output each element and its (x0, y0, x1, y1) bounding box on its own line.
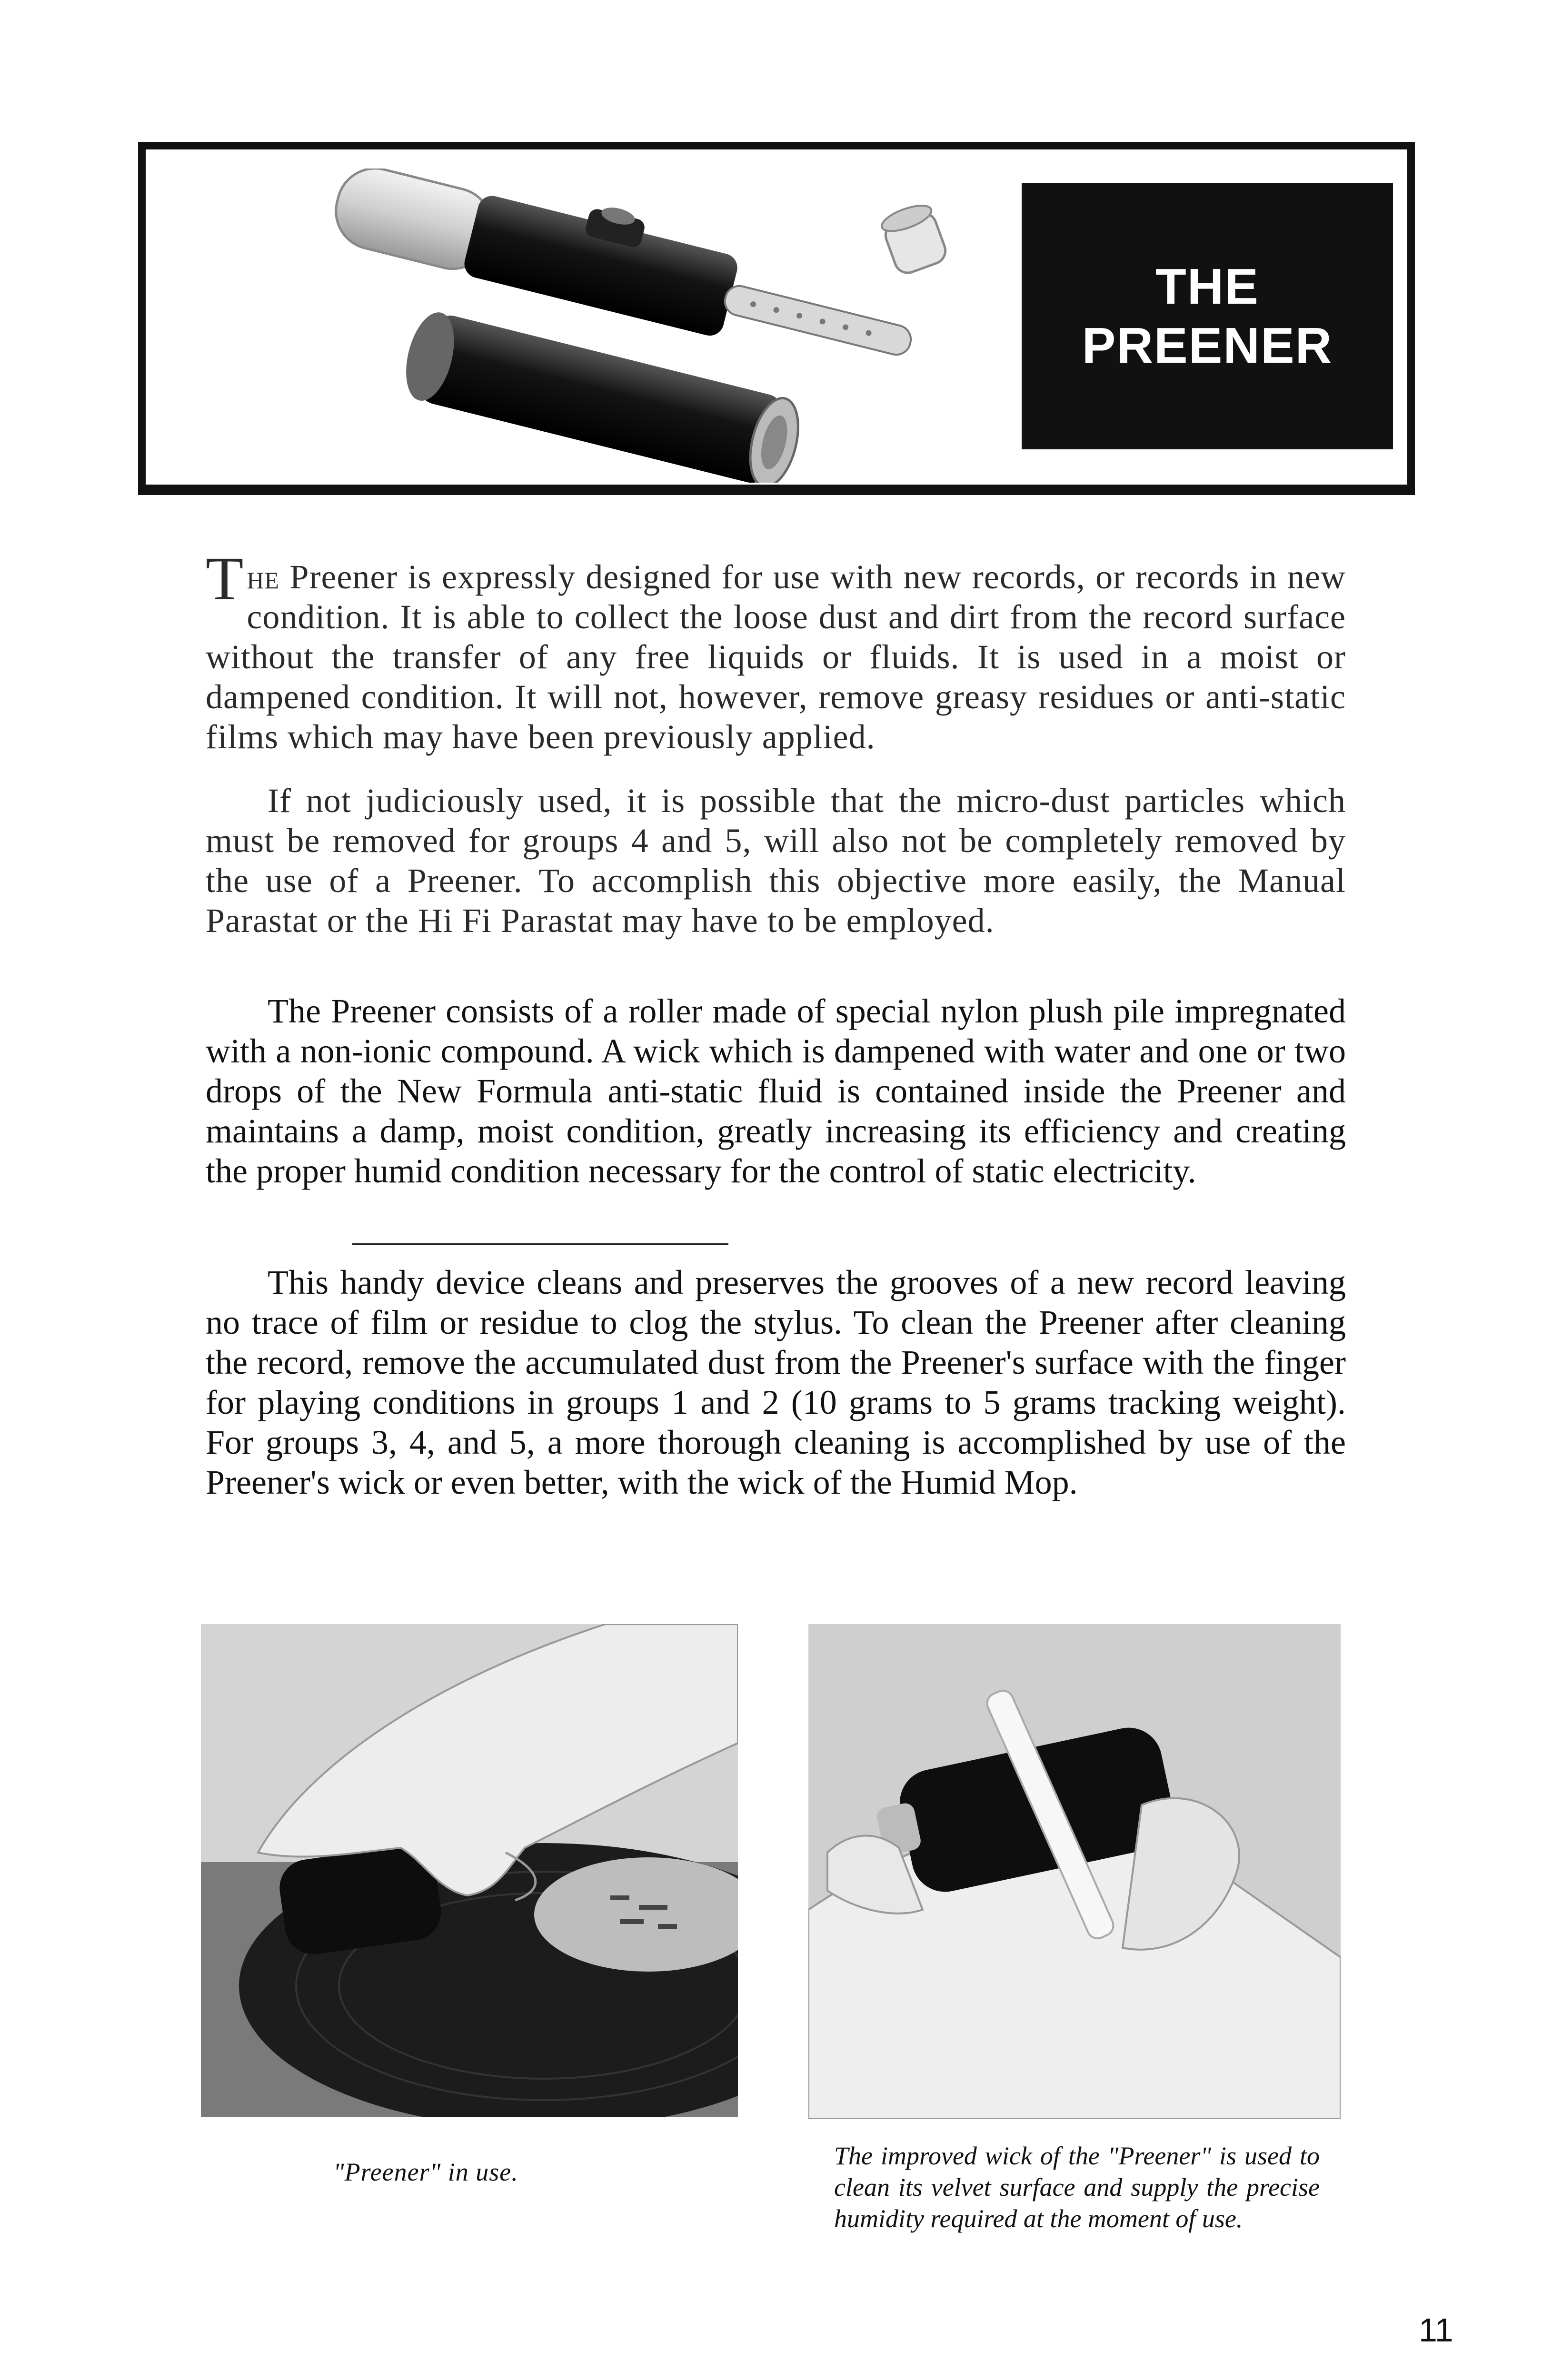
small-caps-text: he (247, 558, 280, 596)
paragraph-4 (206, 1262, 1346, 1502)
paragraph-4-text: This handy device cleans and preserves the grooves of a new record leaving no trace of film or residue to clog the stylus. To clean the Preener after cleaning the record, remove the accumulated dust from the Preener's surface with the finger for playing conditions in groups 1 and 2 (10 grams to 5 grams tracking weight). For groups 3, 4, and 5, a more thorough cleaning is accomplished by use of the Preener's wick or even better, with the wick of the Humid Mop. (206, 1263, 1346, 1501)
paragraph-3 (206, 991, 1346, 1191)
title-line-1: THE (1155, 258, 1259, 315)
preener-device-photo-icon (308, 169, 1050, 483)
figure-2-caption: The improved wick of the "Preener" is used to clean its velvet surface and supply the precise humidity required at the moment of use. (834, 2142, 1320, 2233)
header-box (138, 142, 1415, 495)
wick-cleaning-photo-icon (808, 1624, 1341, 2119)
section-divider (352, 1243, 728, 1245)
paragraph-2-text: If not judiciously used, it is possible that the micro-dust particles which must be removed for groups 4 and 5, will also not be completely removed by the use of a Preener. To accomplish this objective more easily, the Manual Parastat or the Hi Fi Parastat may have to be employed. (206, 782, 1346, 940)
page-number: 11 (1419, 2311, 1453, 2349)
preener-on-record-photo-icon (201, 1624, 738, 2117)
paragraph-2 (206, 781, 1346, 941)
title-line-2: PREENER (1082, 317, 1333, 374)
paragraph-3-text: The Preener consists of a roller made of special nylon plush pile impregnated with a non-ionic compound. A wick which is dampened with water and one or two drops of the New Formula anti-static fluid is contained inside the Preener and maintains a damp, moist condition, greatly increasing its efficiency and creating the proper humid condition necessary for the control of static electricity. (206, 992, 1346, 1190)
figure-1-caption: "Preener" in use. (333, 2158, 518, 2186)
paragraph-1 (206, 545, 1346, 757)
title-block (1022, 183, 1393, 449)
drop-cap: T (206, 545, 244, 613)
paragraph-1-text: Preener is expressly designed for use with new records, or records in new condition. It is able to collect the loose dust and dirt from the record surface without the transfer of any free liquids or fluids. It is used in a moist or dampened condition. It will not, however, remove greasy residues or anti-static films which may have been previously applied. (206, 558, 1346, 756)
